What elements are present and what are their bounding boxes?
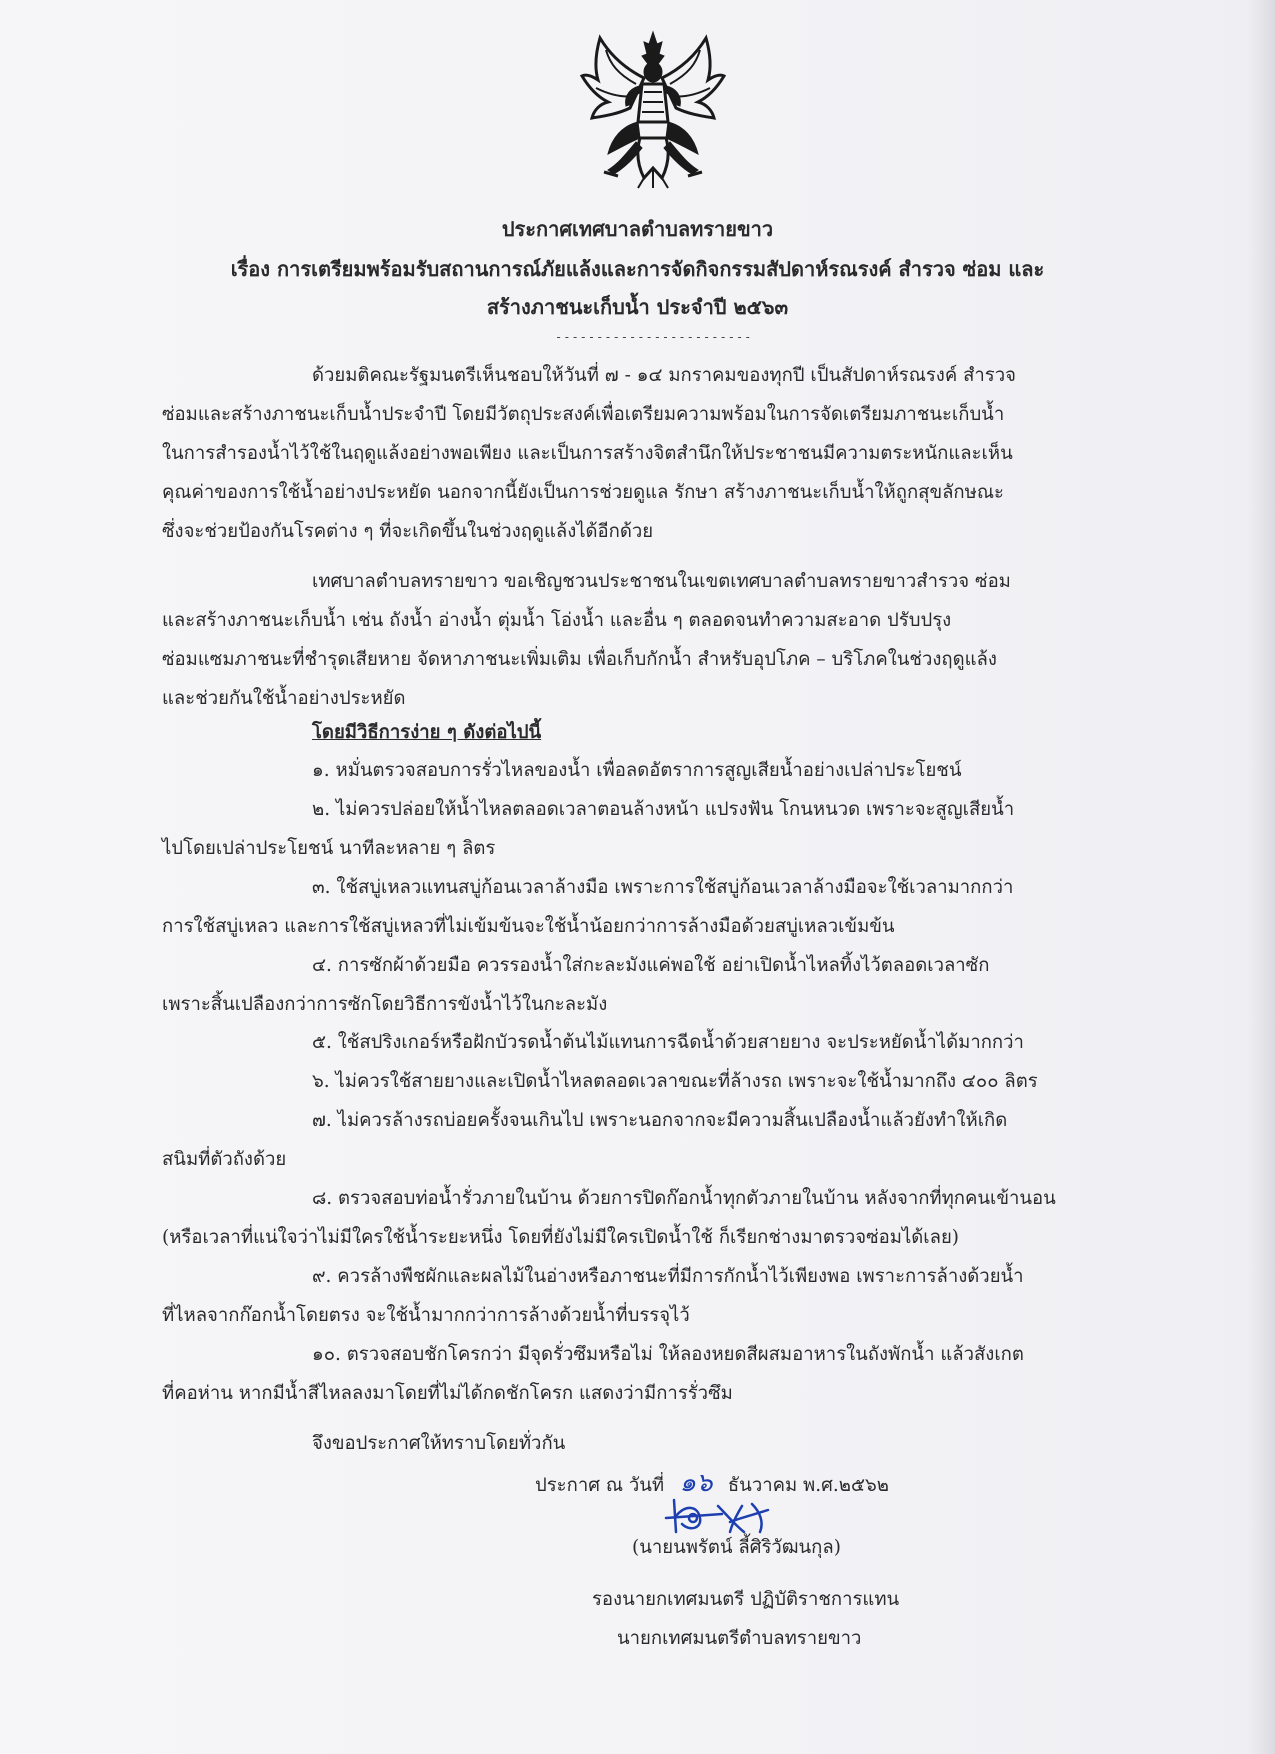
method-item-cont: ที่คอห่าน หากมีน้ำสีไหลลงมาโดยที่ไม่ได้กดชักโครก แสดงว่ามีการรั่วซึม (162, 1383, 733, 1404)
paragraph2-line: เทศบาลตำบลทรายขาว ขอเชิญชวนประชาชนในเขตเทศบาลตำบลทรายขาวสำรวจ ซ่อม (312, 571, 1011, 592)
paragraph1-line: ซึ่งจะช่วยป้องกันโรคต่าง ๆ ที่จะเกิดขึ้นในช่วงฤดูแล้งได้อีกด้วย (162, 521, 654, 542)
paragraph2-line: และสร้างภาชนะเก็บน้ำ เช่น ถังน้ำ อ่างน้ำ ตุ่มน้ำ โอ่งน้ำ และอื่น ๆ ตลอดจนทำความสะอาด ปรับปรุง (162, 610, 952, 631)
date-suffix: ธันวาคม พ.ศ.๒๕๖๒ (727, 1475, 889, 1496)
paragraph2-line: ซ่อมแซมภาชนะที่ชำรุดเสียหาย จัดหาภาชนะเพิ่มเติม เพื่อเก็บกักน้ำ สำหรับอุปโภค – บริโภคในช่วงฤดูแล้ง (162, 649, 997, 670)
paragraph1-line: ในการสำรองน้ำไว้ใช้ในฤดูแล้งอย่างพอเพียง และเป็นการสร้างจิตสำนึกให้ประชาชนมีความตระหนักและเห็น (162, 443, 1013, 464)
document-title: ประกาศเทศบาลตำบลทรายขาว (501, 217, 774, 241)
subject-line-2: สร้างภาชนะเก็บน้ำ ประจำปี ๒๕๖๓ (486, 295, 789, 319)
scan-edge-shadow (1247, 0, 1275, 1754)
method-item: ๔. การซักผ้าด้วยมือ ควรรองน้ำใส่กะละมังแค่พอใช้ อย่าเปิดน้ำไหลทิ้งไว้ตลอดเวลาซัก (312, 955, 990, 976)
closing-statement: จึงขอประกาศให้ทราบโดยทั่วกัน (312, 1433, 566, 1454)
signatory-position-1: รองนายกเทศมนตรี ปฏิบัติราชการแทน (592, 1589, 900, 1610)
methods-heading: โดยมีวิธีการง่าย ๆ ดังต่อไปนี้ (312, 722, 542, 743)
method-item: ๖. ไม่ควรใช้สายยางและเปิดน้ำไหลตลอดเวลาขณะที่ล้างรถ เพราะจะใช้น้ำมากถึง ๔๐๐ ลิตร (312, 1071, 1038, 1092)
signatory-position-2: นายกเทศมนตรีตำบลทรายขาว (617, 1628, 862, 1649)
method-item: ๓. ใช้สบู่เหลวแทนสบู่ก้อนเวลาล้างมือ เพราะการใช้สบู่ก้อนเวลาล้างมือจะใช้เวลามากกว่า (312, 877, 1014, 898)
paragraph1-line: คุณค่าของการใช้น้ำอย่างประหยัด นอกจากนี้ยังเป็นการช่วยดูแล รักษา สร้างภาชนะเก็บน้ำให้ถูกสุขลักษณะ (162, 482, 1004, 503)
date-prefix: ประกาศ ณ วันที่ (535, 1475, 665, 1496)
paragraph2-line: และช่วยกันใช้น้ำอย่างประหยัด (162, 688, 406, 709)
handwritten-signature (660, 1492, 790, 1542)
method-item-cont: (หรือเวลาที่แน่ใจว่าไม่มีใครใช้น้ำระยะหนึ่ง โดยที่ยังไม่มีใครเปิดน้ำใช้ ก็เรียกช่างมาตรวจซ่อมได้เลย) (162, 1227, 959, 1248)
method-item-cont: การใช้สบู่เหลว และการใช้สบู่เหลวที่ไม่เข้มข้นจะใช้น้ำน้อยกว่าการล้างมือด้วยสบู่เหลวเข้มข้น (162, 916, 895, 937)
date-day-handwritten: ๑๖ (679, 1468, 713, 1498)
method-item-cont: ไปโดยเปล่าประโยชน์ นาทีละหลาย ๆ ลิตร (162, 838, 496, 859)
method-item-cont: ที่ไหลจากก๊อกน้ำโดยตรง จะใช้น้ำมากกว่าการล้างด้วยน้ำที่บรรจุไว้ (162, 1305, 690, 1326)
paragraph1-line: ซ่อมและสร้างภาชนะเก็บน้ำประจำปี โดยมีวัตถุประสงค์เพื่อเตรียมความพร้อมในการจัดเตรียมภาชนะเก็บน้ำ (162, 404, 1005, 425)
method-item: ๒. ไม่ควรปล่อยให้น้ำไหลตลอดเวลาตอนล้างหน้า แปรงฟัน โกนหนวด เพราะจะสูญเสียน้ำ (312, 799, 1015, 820)
garuda-emblem-icon (578, 30, 728, 190)
method-item: ๙. ควรล้างพืชผักและผลไม้ในอ่างหรือภาชนะที่มีการกักน้ำไว้เพียงพอ เพราะการล้างด้วยน้ำ (312, 1266, 1024, 1287)
method-item: ๘. ตรวจสอบท่อน้ำรั่วภายในบ้าน ด้วยการปิดก๊อกน้ำทุกตัวภายในบ้าน หลังจากที่ทุกคนเข้านอน (312, 1188, 1056, 1209)
title-divider: ------------------------ (555, 330, 753, 344)
method-item-cont: เพราะสิ้นเปลืองกว่าการซักโดยวิธีการขังน้ำไว้ในกะละมัง (162, 994, 608, 1015)
method-item: ๑๐. ตรวจสอบชักโครกว่า มีจุดรั่วซึมหรือไม่ ให้ลองหยดสีผสมอาหารในถังพักน้ำ แล้วสังเกต (312, 1344, 1024, 1365)
method-item: ๕. ใช้สปริงเกอร์หรือฝักบัวรดน้ำต้นไม้แทนการฉีดน้ำด้วยสายยาง จะประหยัดน้ำได้มากกว่า (312, 1032, 1024, 1053)
paragraph1-line: ด้วยมติคณะรัฐมนตรีเห็นชอบให้วันที่ ๗ - ๑๔ มกราคมของทุกปี เป็นสัปดาห์รณรงค์ สำรวจ (312, 365, 1016, 386)
method-item: ๑. หมั่นตรวจสอบการรั่วไหลของน้ำ เพื่อลดอัตราการสูญเสียน้ำอย่างเปล่าประโยชน์ (312, 760, 962, 781)
signatory-name: (นายนพรัตน์ ลี้ศิริวัฒนกุล) (632, 1537, 841, 1558)
method-item-cont: สนิมที่ตัวถังด้วย (162, 1149, 287, 1170)
subject-line-1: เรื่อง การเตรียมพร้อมรับสถานการณ์ภัยแล้งและการจัดกิจกรรมสัปดาห์รณรงค์ สำรวจ ซ่อม และ (230, 257, 1045, 281)
method-item: ๗. ไม่ควรล้างรถบ่อยครั้งจนเกินไป เพราะนอกจากจะมีความสิ้นเปลืองน้ำแล้วยังทำให้เกิด (312, 1110, 1008, 1131)
